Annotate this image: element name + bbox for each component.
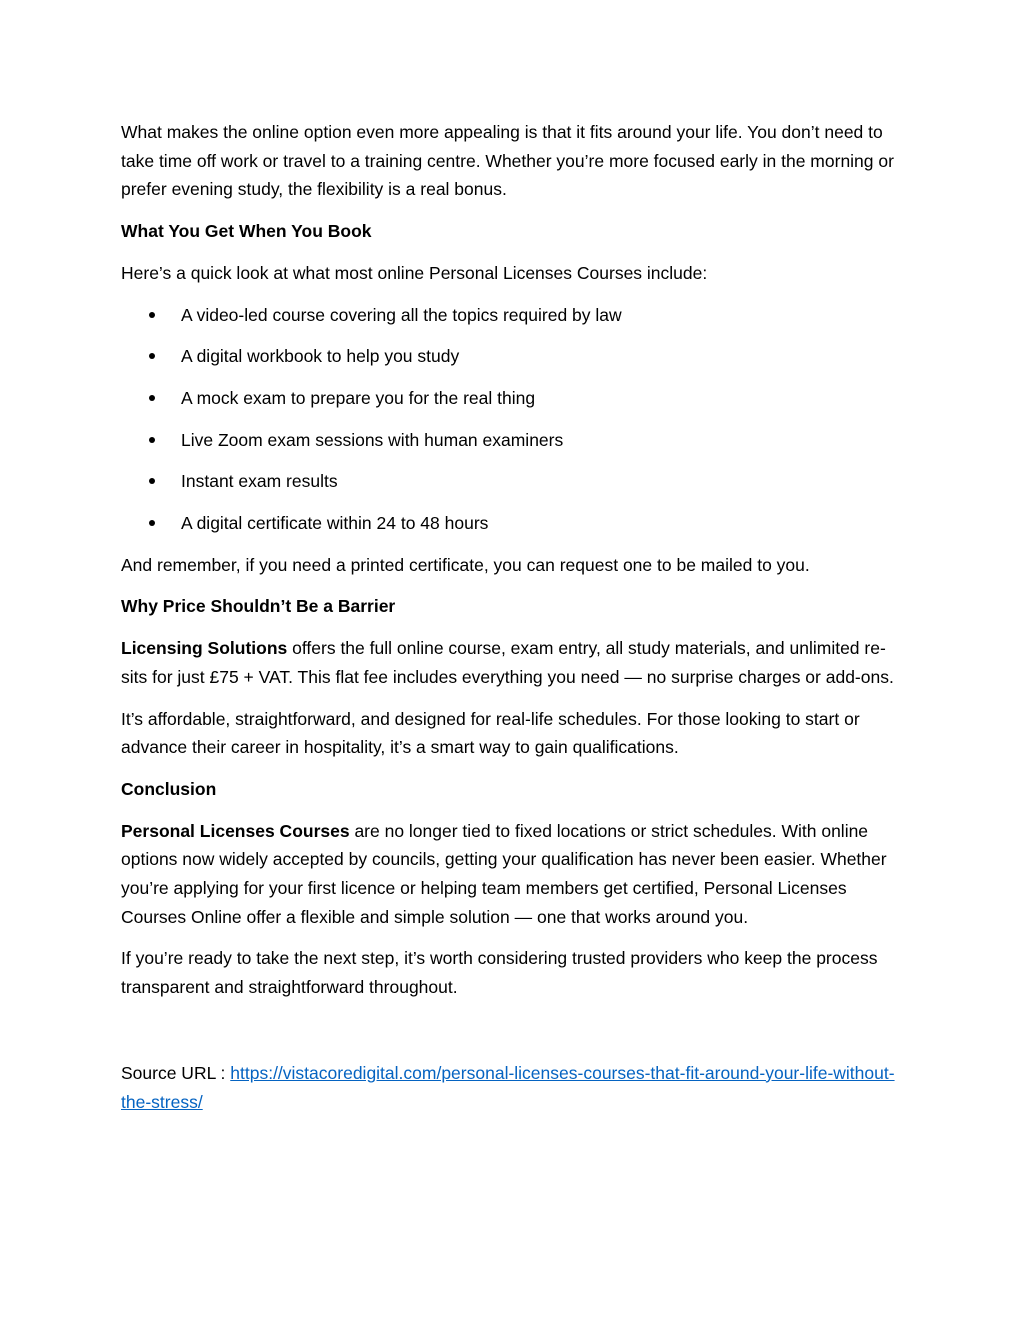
list-item-text: A video-led course covering all the topics required by law xyxy=(181,304,622,325)
printed-certificate-note: And remember, if you need a printed certificate, you can request one to be mailed to you. xyxy=(121,554,810,575)
document-page xyxy=(121,118,906,1129)
bullet-icon xyxy=(149,353,155,359)
list-item xyxy=(121,509,906,538)
next-step-paragraph: If you’re ready to take the next step, it’s worth considering trusted providers who keep the process transparent and straightforward throughout. xyxy=(121,948,878,998)
bullet-icon xyxy=(149,395,155,401)
list-item-text: Live Zoom exam sessions with human examiners xyxy=(181,429,564,450)
price-paragraph xyxy=(121,634,906,691)
list-item-text: A digital certificate within 24 to 48 hours xyxy=(181,513,489,534)
section-heading-conclusion: Conclusion xyxy=(121,778,217,799)
list-item-text: Instant exam results xyxy=(181,471,338,492)
list-item xyxy=(121,342,906,371)
price-paragraph-text: offers the full online course, exam entry, all study materials, and unlimited re-sits for just £75 + VAT. This flat fee includes everything you need — no surprise charges or add-ons. xyxy=(121,638,894,687)
course-name: Personal Licenses Courses xyxy=(121,820,350,841)
source-url-link[interactable]: https://vistacoredigital.com/personal-licenses-courses-that-fit-around-your-life-without-the-stress/ xyxy=(121,1062,895,1112)
intro-paragraph: What makes the online option even more appealing is that it fits around your life. You don’t need to take time off work or travel to a training centre. Whether you’re more focused early in the morning or prefer evening study, the flexibility is a real bonus. xyxy=(121,122,894,200)
section-heading-book: What You Get When You Book xyxy=(121,221,372,242)
source-label: Source URL : xyxy=(121,1062,231,1083)
list-item xyxy=(121,301,906,330)
conclusion-paragraph-text: are no longer tied to fixed locations or strict schedules. With online options now widely accepted by councils, getting your qualification has never been easier. Whether you’re applying for your first licence or helping team members get certified, Personal Licenses Courses Online offer a flexible and simple solution — one that works around you. xyxy=(121,820,887,927)
book-lead-paragraph: Here’s a quick look at what most online Personal Licenses Courses include: xyxy=(121,262,708,283)
list-item xyxy=(121,384,906,413)
section-heading-price: Why Price Shouldn’t Be a Barrier xyxy=(121,596,396,617)
affordability-paragraph: It’s affordable, straightforward, and designed for real-life schedules. For those looking to start or advance their career in hospitality, it’s a smart way to gain qualifications. xyxy=(121,708,860,758)
bullet-icon xyxy=(149,312,155,318)
provider-name: Licensing Solutions xyxy=(121,638,288,659)
list-item xyxy=(121,426,906,455)
conclusion-paragraph xyxy=(121,817,906,932)
list-item-text: A digital workbook to help you study xyxy=(181,346,460,367)
source-line xyxy=(121,1059,906,1116)
list-item xyxy=(121,467,906,496)
bullet-icon xyxy=(149,478,155,484)
bullet-icon xyxy=(149,437,155,443)
list-item-text: A mock exam to prepare you for the real thing xyxy=(181,387,536,408)
bullet-icon xyxy=(149,520,155,526)
includes-list xyxy=(121,301,906,538)
